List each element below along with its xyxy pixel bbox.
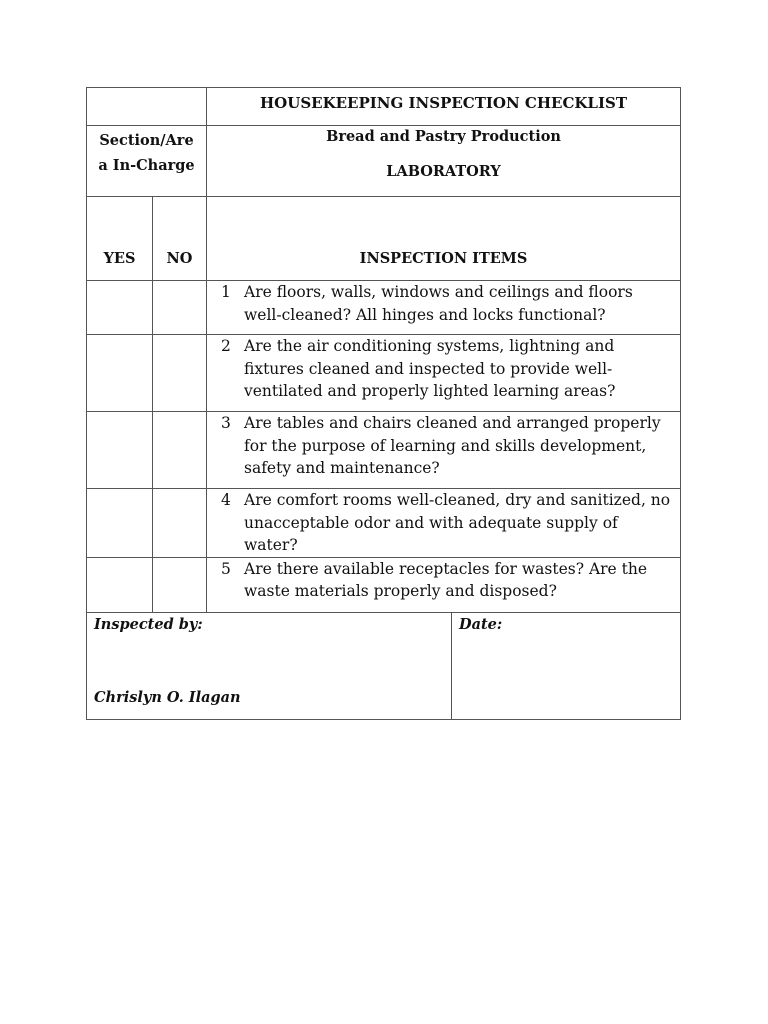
table-row <box>87 489 681 558</box>
inspection-item <box>207 489 681 558</box>
no-checkbox-cell[interactable] <box>153 557 207 612</box>
yes-checkbox-cell[interactable] <box>87 489 153 558</box>
title-row <box>87 88 681 126</box>
inspector-name: Chrislyn O. Ilagan <box>94 688 241 706</box>
document-title: HOUSEKEEPING INSPECTION CHECKLIST <box>207 88 681 126</box>
yes-checkbox-cell[interactable] <box>87 557 153 612</box>
table-row <box>87 412 681 489</box>
section-label-line2: a In-Charge <box>98 157 195 174</box>
table-row <box>87 281 681 335</box>
inspection-item <box>207 557 681 612</box>
no-checkbox-cell[interactable] <box>153 489 207 558</box>
no-checkbox-cell[interactable] <box>153 412 207 489</box>
section-row <box>87 126 681 197</box>
inspection-item <box>207 412 681 489</box>
checklist-document <box>86 87 680 706</box>
item-number: 5 <box>221 559 231 578</box>
item-number: 1 <box>221 283 231 301</box>
signature-row <box>87 612 681 719</box>
inspection-item <box>207 281 681 335</box>
section-value-line1: Bread and Pastry Production <box>326 128 561 145</box>
no-checkbox-cell[interactable] <box>153 335 207 412</box>
yes-checkbox-cell[interactable] <box>87 335 153 412</box>
checklist-table <box>86 87 681 720</box>
table-row <box>87 335 681 412</box>
title-blank-cell <box>87 88 207 126</box>
no-column-header: NO <box>153 197 207 281</box>
item-text: Are floors, walls, windows and ceilings and floors well-cleaned? All hinges and locks functional? <box>244 283 633 324</box>
date-cell <box>452 612 681 719</box>
item-text: Are tables and chairs cleaned and arranged properly for the purpose of learning and skills development, safety and maintenance? <box>244 414 661 477</box>
section-value-cell <box>207 126 681 197</box>
yes-checkbox-cell[interactable] <box>87 281 153 335</box>
item-text: Are the air conditioning systems, lightning and fixtures cleaned and inspected to provide well-ventilated and properly lighted learning areas? <box>244 337 616 400</box>
item-text: Are comfort rooms well-cleaned, dry and sanitized, no unacceptable odor and with adequate supply of water? <box>244 491 671 554</box>
yes-checkbox-cell[interactable] <box>87 412 153 489</box>
yes-column-header: YES <box>87 197 153 281</box>
inspected-by-cell <box>87 612 452 719</box>
item-text: Are there available receptacles for wastes? Are the waste materials properly and disposed? <box>244 559 648 600</box>
inspection-items-header: INSPECTION ITEMS <box>207 197 681 281</box>
table-row <box>87 557 681 612</box>
item-number: 2 <box>221 337 231 355</box>
section-label-line1: Section/Are <box>99 132 194 149</box>
section-value-line2: LABORATORY <box>386 163 501 180</box>
no-checkbox-cell[interactable] <box>153 281 207 335</box>
inspected-by-label: Inspected by: <box>94 615 203 633</box>
inspection-item <box>207 335 681 412</box>
item-number: 3 <box>221 414 231 432</box>
date-label: Date: <box>459 615 503 633</box>
column-header-row <box>87 197 681 281</box>
section-label-cell <box>87 126 207 197</box>
item-number: 4 <box>221 491 231 509</box>
